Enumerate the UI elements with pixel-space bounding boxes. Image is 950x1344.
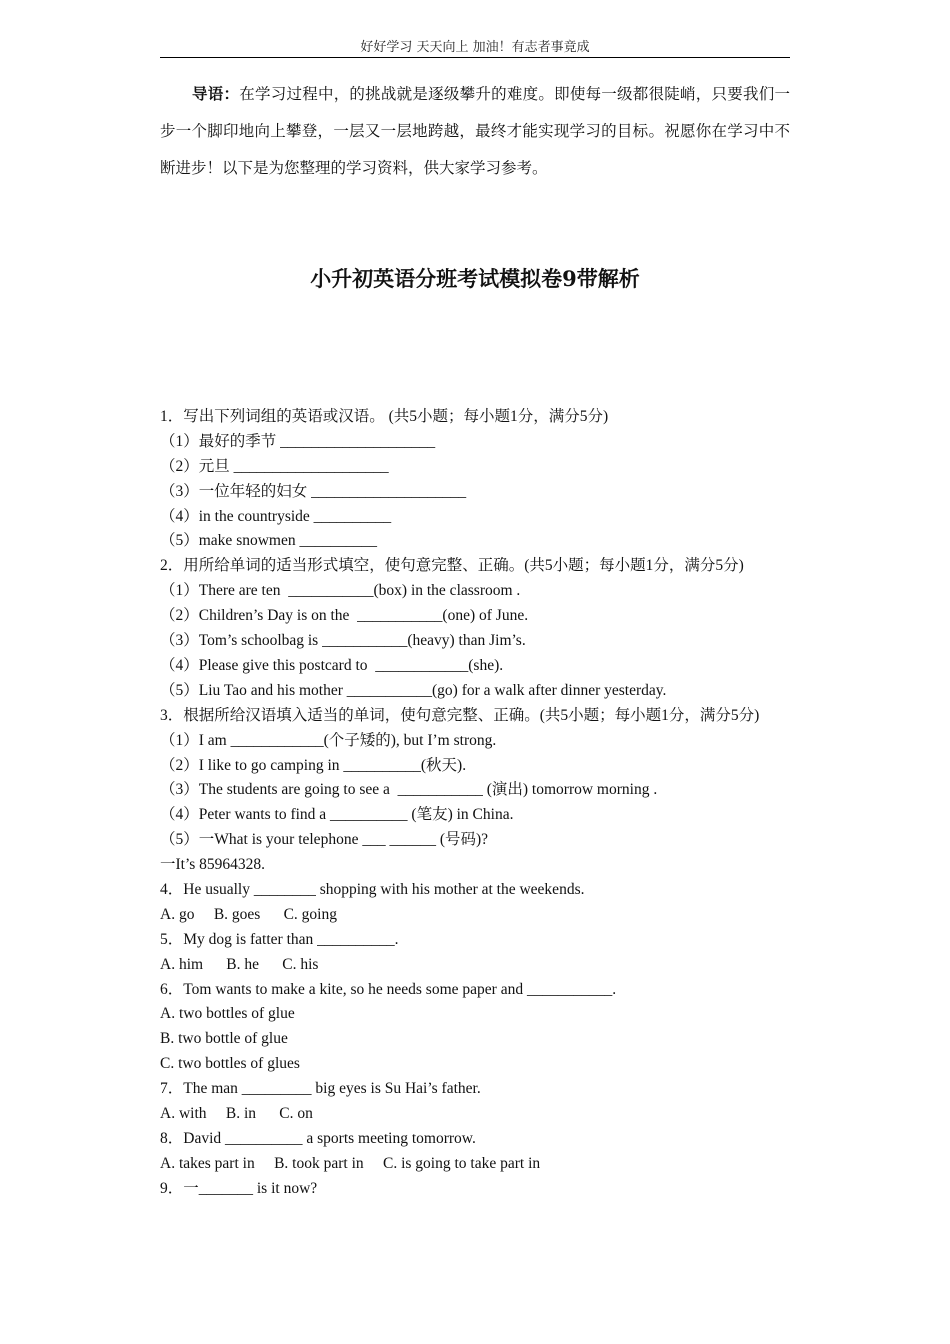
question-1-item-5: （5）make snowmen __________ bbox=[160, 532, 377, 550]
question-2-item-2: （2）Children’s Day is on the ___________(one) of June. bbox=[160, 607, 529, 625]
intro-label: 导语： bbox=[192, 84, 240, 103]
intro-text: 在学习过程中，的挑战就是逐级攀升的难度。即使每一级都很陡峭，只要我们一步一个脚印地向上攀登，一层又一层地跨越，最终才能实现学习的目标。祝愿你在学习中不断进步！以下是为您整理的学习资料，供大家学习参考。 bbox=[160, 85, 790, 177]
question-1-heading: 1．写出下列词组的英语或汉语。 (共5小题；每小题1分，满分5分) bbox=[160, 408, 609, 425]
question-6-option-a: A. two bottles of glue bbox=[160, 1005, 295, 1023]
intro-paragraph bbox=[160, 75, 790, 187]
question-3-item-2: （2）I like to go camping in __________(秋天). bbox=[160, 756, 467, 774]
question-2-item-3: （3）Tom’s schoolbag is ___________(heavy) than Jim’s. bbox=[160, 632, 526, 650]
question-4: 4．He usually ________ shopping with his mother at the weekends. bbox=[160, 880, 585, 898]
question-5: 5．My dog is fatter than __________. bbox=[160, 930, 399, 948]
question-7: 7．The man _________ big eyes is Su Hai’s father. bbox=[160, 1080, 481, 1098]
question-7-options: A. with B. in C. on bbox=[160, 1104, 313, 1122]
question-6-option-c: C. two bottles of glues bbox=[160, 1055, 300, 1073]
question-1-item-3: （3）一位年轻的妇女 ____________________ bbox=[160, 482, 467, 500]
question-6-option-b: B. two bottle of glue bbox=[160, 1030, 288, 1048]
question-1-item-1: （1）最好的季节 ____________________ bbox=[160, 432, 436, 450]
question-5-options: A. him B. he C. his bbox=[160, 955, 319, 973]
question-9: 9．一_______ is it now? bbox=[160, 1179, 318, 1197]
document-title: 小升初英语分班考试模拟卷9带解析 bbox=[310, 266, 640, 291]
question-2-item-4: （4）Please give this postcard to ____________(she). bbox=[160, 656, 504, 674]
exam-content bbox=[160, 405, 792, 1202]
page-header: 好好学习 天天向上 加油！有志者事竟成 bbox=[360, 40, 590, 55]
question-2-item-5: （5）Liu Tao and his mother ___________(go) for a walk after dinner yesterday. bbox=[160, 681, 667, 699]
question-1-item-4: （4）in the countryside __________ bbox=[160, 507, 392, 525]
question-3-item-1: （1）I am ____________(个子矮的), but I’m strong. bbox=[160, 731, 497, 749]
question-8-options: A. takes part in B. took part in C. is going to take part in bbox=[160, 1154, 541, 1172]
header-divider bbox=[160, 57, 790, 58]
question-6: 6．Tom wants to make a kite, so he needs some paper and ___________. bbox=[160, 980, 617, 998]
question-3-item-5-answer: 一It’s 85964328. bbox=[160, 856, 266, 874]
question-3-item-3: （3）The students are going to see a ___________ (演出) tomorrow morning . bbox=[160, 781, 658, 799]
question-2-heading: 2．用所给单词的适当形式填空，使句意完整、正确。(共5小题；每小题1分，满分5分) bbox=[160, 557, 744, 575]
question-3-item-5: （5）一What is your telephone ___ ______ (号码)? bbox=[160, 831, 489, 849]
question-2-item-1: （1）There are ten ___________(box) in the classroom . bbox=[160, 582, 521, 600]
question-8: 8．David __________ a sports meeting tomorrow. bbox=[160, 1129, 476, 1147]
question-3-heading: 3．根据所给汉语填入适当的单词，使句意完整、正确。(共5小题；每小题1分，满分5分) bbox=[160, 706, 760, 724]
question-1-item-2: （2）元旦 ____________________ bbox=[160, 457, 389, 475]
question-4-options: A. go B. goes C. going bbox=[160, 905, 337, 923]
question-3-item-4: （4）Peter wants to find a __________ (笔友) in China. bbox=[160, 806, 514, 824]
